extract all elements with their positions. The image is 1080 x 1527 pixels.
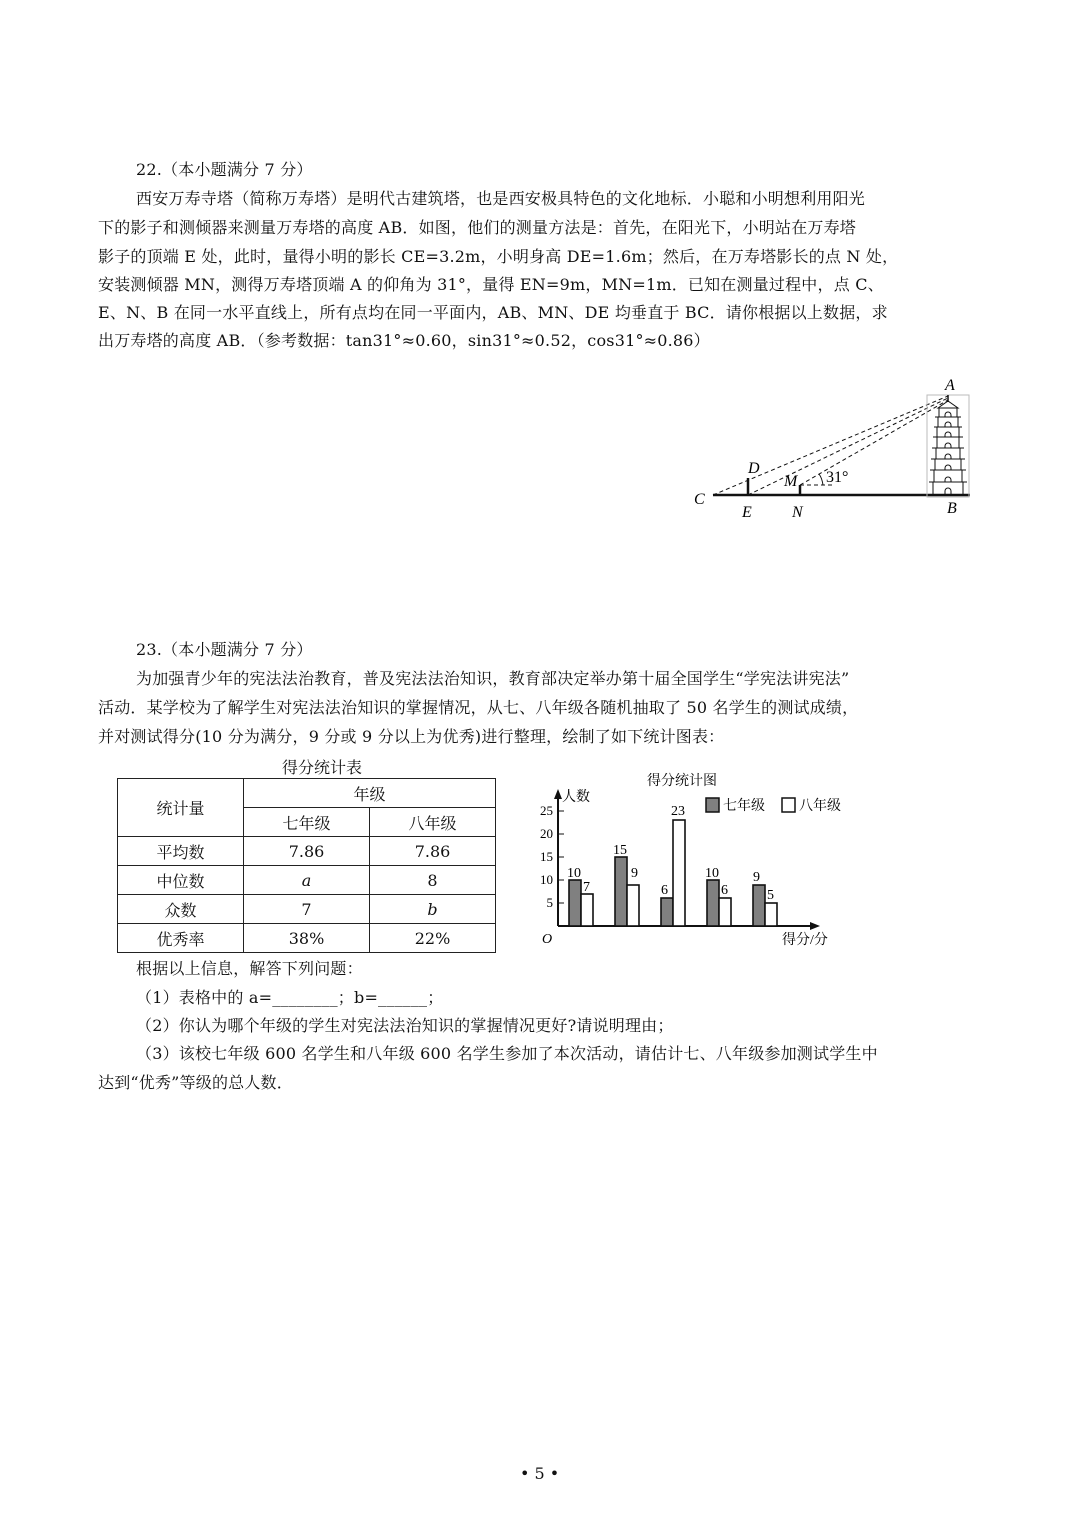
q23-header: 23.（本小题满分 7 分） [136,640,313,659]
bar-g8-1 [581,894,593,926]
x-axis-arrow-icon [810,922,820,930]
q22-line-5: E、N、B 在同一水平直线上，所有点均在同一平面内，AB、MN、DE 均垂直于 BC．请你根据以上数据，求 [98,303,888,322]
table-row [118,866,496,895]
q22-line-6: 出万寿塔的高度 AB．（参考数据：tan31°≈0.60，sin31°≈0.52，cos31°≈0.86） [98,331,710,350]
bar-g7-1 [569,880,581,926]
value-label: 7 [583,880,590,895]
x-axis-label: 得分/分 [782,933,828,948]
value-label: 10 [705,866,719,881]
table-row [118,837,496,866]
pagoda-icon [927,395,969,497]
q22-line-1: 西安万寿寺塔（简称万寿塔）是明代古建筑塔，也是西安极具特色的文化地标．小聪和小明想利用阳光 [136,189,866,208]
bar-g8-5 [765,903,777,926]
tower-measurement-diagram [680,370,990,550]
legend-swatch-grade8 [782,798,795,812]
label-B: B [947,500,957,517]
q22-line-2: 下的影子和测倾器来测量万寿塔的高度 AB．如图，他们的测量方法是：首先，在阳光下，小明站在万寿塔 [98,218,856,237]
grade-group-header: 年级 [244,779,496,808]
svg-text:15: 15 [540,849,553,864]
cell: 8 [370,866,496,895]
cell: 22% [370,924,496,953]
bar-g8-4 [719,898,731,926]
bar-g7-2 [615,857,627,926]
svg-text:10: 10 [540,872,553,887]
legend-swatch-grade7 [706,798,719,812]
bar-g8-3 [673,820,685,926]
bar-g7-3 [661,898,673,926]
origin-label: O [542,932,553,947]
chart-title: 得分统计图 [647,774,717,789]
cell: 38% [244,924,370,953]
value-label: 6 [661,883,668,898]
cell: a [244,866,370,895]
value-label: 6 [721,883,728,898]
cell: b [370,895,496,924]
page-number: • 5 • [520,1464,560,1483]
table-row [118,924,496,953]
q23-after: 根据以上信息，解答下列问题： [136,959,363,978]
value-label: 9 [631,866,638,881]
angle-label: 31° [826,469,849,486]
bar-g8-2 [627,885,639,926]
q23-question-2: （2）你认为哪个年级的学生对宪法法治知识的掌握情况更好?请说明理由； [136,1016,674,1035]
cell: 7.86 [370,837,496,866]
row-label: 优秀率 [118,924,244,953]
label-N: N [792,504,803,521]
legend-grade8: 八年级 [799,799,841,814]
cell: 7.86 [244,837,370,866]
table-row [118,895,496,924]
table-title: 得分统计表 [282,758,363,777]
q22-line-4: 安装测倾器 MN，测得万寿塔顶端 A 的仰角为 31°，量得 EN=9m，MN=1m．已知在测量过程中，点 C、 [98,275,884,294]
value-label: 15 [613,843,627,858]
value-label: 5 [767,888,774,903]
col-header-grade8: 八年级 [370,808,496,837]
q23-question-3-cont: 达到“优秀”等级的总人数． [98,1073,293,1092]
label-M: M [784,473,798,490]
label-D: D [748,460,760,477]
row-label: 中位数 [118,866,244,895]
q23-question-3: （3）该校七年级 600 名学生和八年级 600 名学生参加了本次活动，请估计七、八年级参加测试学生中 [136,1044,878,1063]
value-label: 23 [671,804,685,819]
score-bar-chart [520,765,860,955]
svg-text:25: 25 [540,803,553,818]
value-label: 9 [753,870,760,885]
q23-question-1: （1）表格中的 a=________；b=______； [136,988,444,1007]
y-axis-arrow-icon [554,789,562,799]
svg-text:5: 5 [546,895,553,910]
legend-grade7: 七年级 [723,799,765,814]
cell: 7 [244,895,370,924]
bar-g7-5 [753,885,765,926]
label-C: C [694,491,705,508]
y-axis-label: 人数 [562,790,590,805]
q23-line-2: 活动．某学校为了解学生对宪法法治知识的掌握情况，从七、八年级各随机抽取了 50 名学生的测试成绩， [98,698,859,717]
q22-header: 22.（本小题满分 7 分） [136,160,313,179]
q23-line-3: 并对测试得分(10 分为满分，9 分或 9 分以上为优秀)进行整理，绘制了如下统计图表： [98,727,725,746]
score-stats-table [117,778,496,953]
q22-line-3: 影子的顶端 E 处，此时，量得小明的影长 CE=3.2m，小明身高 DE=1.6m；然后，在万寿塔影长的点 N 处， [98,247,899,266]
row-label: 众数 [118,895,244,924]
value-label: 10 [567,866,581,881]
bar-g7-4 [707,880,719,926]
row-label: 平均数 [118,837,244,866]
label-E: E [742,504,752,521]
q23-line-1: 为加强青少年的宪法法治教育，普及宪法法治知识，教育部决定举办第十届全国学生“学宪法讲宪法” [136,669,850,688]
table-corner: 统计量 [118,779,244,837]
label-A: A [945,377,955,394]
col-header-grade7: 七年级 [244,808,370,837]
svg-text:20: 20 [540,826,553,841]
